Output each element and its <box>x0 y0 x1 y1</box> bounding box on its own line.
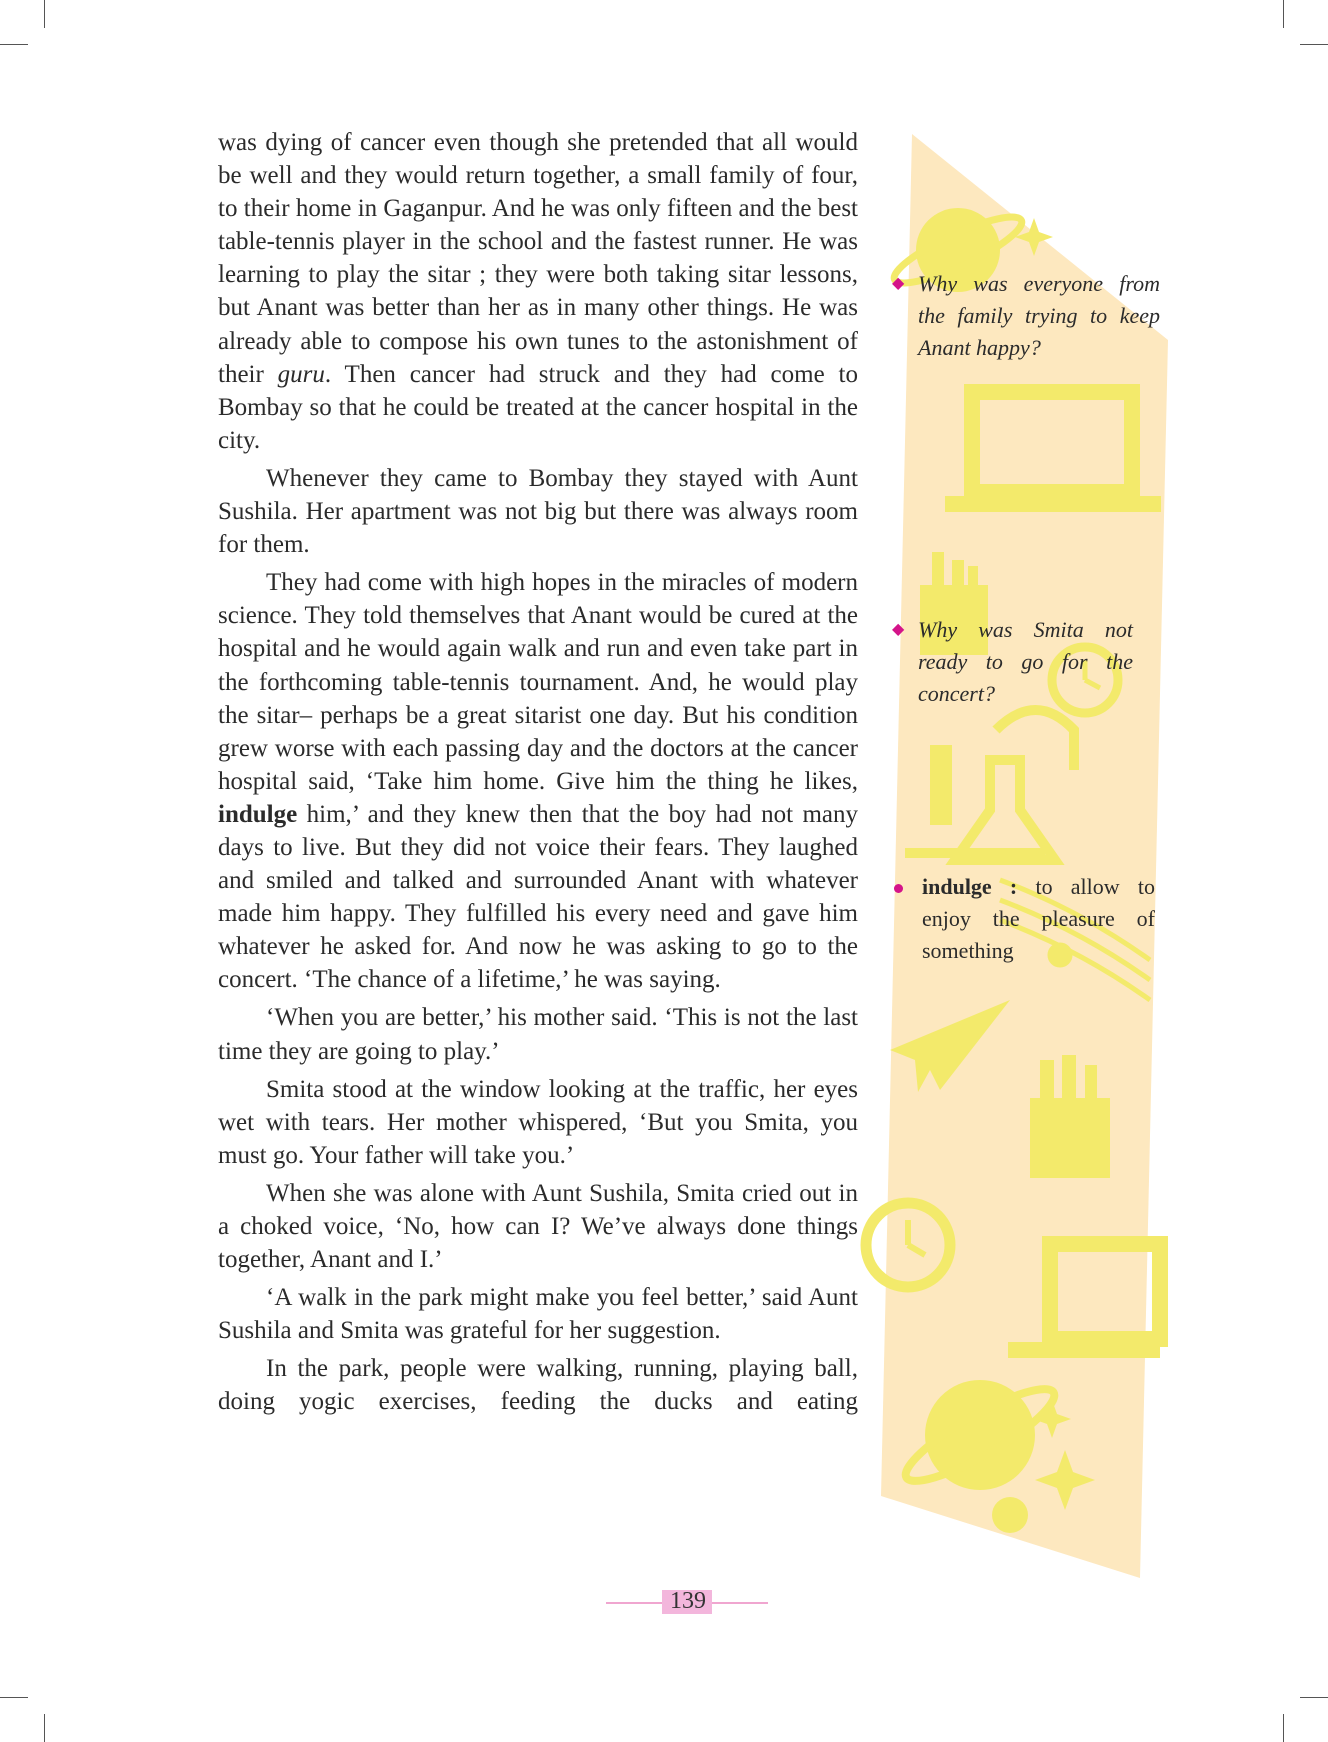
glossary-definition: to allow to enjoy the pleasure of something <box>922 874 1155 963</box>
glossary-term: indulge : <box>922 874 1018 899</box>
paragraph: In the park, people were walking, running, playing ball, doing yogic exercises, feeding the ducks and eating <box>218 1355 858 1416</box>
diamond-bullet-icon: ◆ <box>892 275 905 292</box>
story-text <box>218 126 858 1419</box>
dot-bullet-icon <box>894 884 903 893</box>
paragraph: When she was alone with Aunt Sushila, Smita cried out in a choked voice, ‘No, how can I? We’ve always done things together, Anant and I.’ <box>218 1179 858 1274</box>
page-number: 139 <box>670 1588 706 1614</box>
page-number-rule <box>606 1602 662 1604</box>
diamond-bullet-icon: ◆ <box>892 621 905 638</box>
paragraph: ‘A walk in the park might make you feel better,’ said Aunt Sushila and Smita was grateful for her suggestion. <box>218 1284 858 1345</box>
side-question: ◆ Why was everyone from the family trying to keep Anant happy? <box>918 268 1160 364</box>
glossary-word: indulge <box>218 800 298 828</box>
italic-word: guru <box>277 360 325 388</box>
side-question: ◆ Why was Smita not ready to go for the concert? <box>918 614 1133 710</box>
paragraph: Smita stood at the window looking at the traffic, her eyes wet with tears. Her mother whispered, ‘But you Smita, you must go. Your father will take you.’ <box>218 1075 858 1169</box>
page-number-rule <box>712 1602 768 1604</box>
glossary-note <box>922 871 1155 967</box>
paragraph: They had come with high hopes in the miracles of modern science. They told themselves that Anant would be cured at the hospital and he would again walk and run and even take part in the forthcoming table-tennis tournament. And, he would play the sitar– perhaps be a great sitarist one day. But his condition grew worse with each passing day and the doctors at the cancer hospital said, ‘Take him home. Give him the thing he likes, indulge him,’ and they knew then that the boy had not many days to live. But they did not voice their fears. They laughed and smiled and talked and surrounded Anant with whatever made him happy. They fulfilled his every need and gave him whatever he asked for. And now he was asking to go to the concert. ‘The chance of a lifetime,’ he was saying. <box>218 569 858 994</box>
paragraph: ‘When you are better,’ his mother said. ‘This is not the last time they are going to play.’ <box>218 1004 858 1065</box>
paragraph: was dying of cancer even though she pretended that all would be well and they would return together, a small family of four, to their home in Gaganpur. And he was only fifteen and the best table-tennis player in the school and the fastest runner. He was learning to play the sitar ; they were both taking sitar lessons, but Anant was better than her as in many other things. He was already able to compose his own tunes to the astonishment of their guru. Then cancer had struck and they had come to Bombay so that he could be treated at the cancer hospital in the city. <box>218 129 858 454</box>
paragraph: Whenever they came to Bombay they stayed with Aunt Sushila. Her apartment was not big but there was always room for them. <box>218 464 858 559</box>
